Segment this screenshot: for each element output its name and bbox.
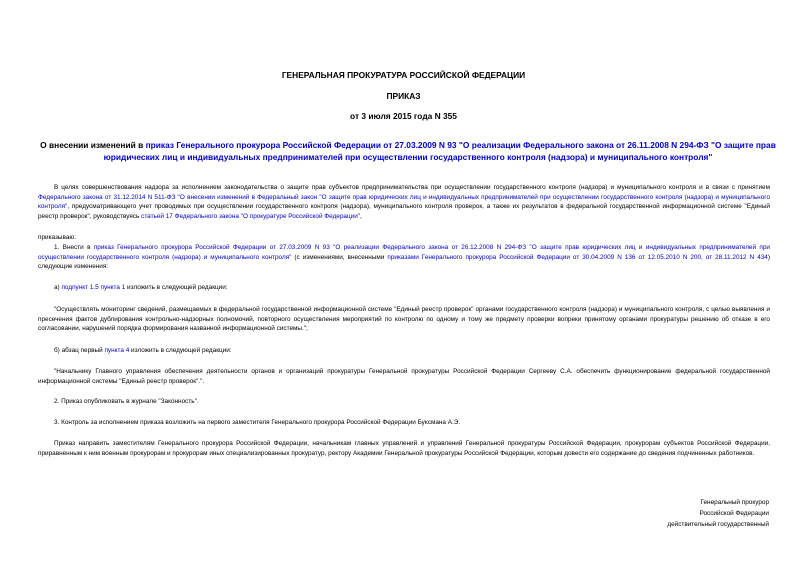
item-a-paragraph [38, 283, 770, 293]
item-a-text-1: а) [54, 284, 62, 291]
item-b-text-1: б) абзац первый [54, 347, 105, 354]
preamble-text-2: , предусматривающего учет проводимых при осуществлении государственного контроля (надзора), муниципального контроля проверок, а также их результатов в федеральной государственной информационной системе "Единый реестр проверок", руководствуясь [38, 203, 770, 220]
document-date-number: от 3 июля 2015 года N 355 [350, 111, 457, 121]
item-a-text-2: изложить в следующей редакции: [125, 284, 228, 291]
item-1-paragraph [38, 243, 770, 272]
item-b-paragraph [38, 346, 770, 356]
title-prefix: О внесении изменений в [40, 140, 146, 150]
preamble-link-article-17[interactable]: статьей 17 Федерального закона "О прокуратуре Российской Федерации" [141, 212, 361, 220]
item-1-text-1: 1. Внести в [54, 244, 94, 251]
distribution-paragraph: Приказ направить заместителям Генерального прокурора Российской Федерации, начальникам главных управлений и управлений Генеральной прокуратуры Российской Федерации, прокурорам субъектов Российской Федерации, приравненным к ним военным прокурорам и прокурорам иных специализированных прокуратур, ректору Академии Генеральной прокуратуры Российской Федерации, которым довести его содержание до сведения подчиненных работников. [38, 440, 770, 457]
issuing-organization: ГЕНЕРАЛЬНАЯ ПРОКУРАТУРА РОССИЙСКОЙ ФЕДЕРАЦИИ [281, 70, 526, 80]
item-2-paragraph: 2. Приказ опубликовать в журнале "Законность". [54, 398, 199, 405]
preamble-text-1: В целях совершенствования надзора за исполнением законодательства о защите прав субъектов предпринимательства при осуществлении государственного контроля (надзора) и муниципального контроля и в связи с принятием [54, 184, 770, 191]
item-1-link-order-93[interactable]: приказ Генерального прокурора Российской Федерации от 27.03.2009 N 93 "О реализации Федерального закона от 26.12.2008 N 294-ФЗ "О защите прав юридических лиц и индивидуальных предпринимателей при осуществлении государственного контроля (надзора) и муниципального контроля" [38, 244, 770, 261]
signature-line-2: Российской Федерации [699, 510, 769, 517]
preamble-link-federal-law[interactable]: Федерального закона от 31.12.2014 N 511-ФЗ "О внесении изменений в Федеральный закон "О защите прав юридических лиц и индивидуальных предпринимателей при осуществлении государственного контроля (надзора) и муниципального контроля" [38, 193, 770, 211]
signature-block [569, 497, 769, 530]
preamble-paragraph [38, 183, 770, 221]
item-a-link-subparagraph[interactable]: подпункт 1.5 пункта 1 [61, 284, 126, 291]
order-word: приказываю: [38, 234, 76, 241]
preamble-text-3: , [360, 212, 362, 220]
quote-a-paragraph: "Осуществлять мониторинг сведений, размещаемых в федеральной государственной информационной системе "Единый реестр проверок" органами государственного контроля (надзора) и муниципального контроля, с целью выявления и пресечения фактов дублирования контрольно-надзорных полномочий, повторного осуществления мероприятий по контролю по одному и тому же предмету проверки вопреки принятому органами прокуратуры решению об отказе в его согласовании, нарушений порядка формирования названной информационной системы."; [38, 306, 770, 333]
quote-b-paragraph: "Начальнику Главного управления обеспечения деятельности органов и организаций прокуратуры Генеральной прокуратуры Российской Федерации Сергееву С.А. обеспечить функционирование федеральной государственной информационной системы "Единый реестр проверок".". [38, 368, 770, 385]
signature-line-1: Генеральный прокурор [700, 499, 769, 506]
document-title [38, 139, 778, 163]
item-3-paragraph: 3. Контроль за исполнением приказа возложить на первого заместителя Генерального прокурора Российской Федерации Буксмана А.Э. [54, 419, 461, 426]
item-1-text-2: (с изменениями, внесенными [291, 253, 388, 261]
signature-line-3: действительный государственный [667, 521, 769, 528]
item-1-link-amending-orders[interactable]: приказами Генерального прокурора Российской Федерации от 30.04.2009 N 136 от 12.05.2010 N 200, от 28.11.2012 N 434 [387, 253, 768, 261]
title-link[interactable]: приказ Генерального прокурора Российской Федерации от 27.03.2009 N 93 "О реализации Федерального закона от 26.11.2008 N 294-ФЗ "О защите прав юридических лиц и индивидуальных предпринимателей при осуществлении государственного контроля (надзора) и муниципального контроля" [103, 140, 776, 162]
item-b-link-point-4[interactable]: пункта 4 [104, 347, 130, 354]
document-type: ПРИКАЗ [386, 91, 421, 101]
item-1-text-3: ) следующие изменения: [38, 253, 770, 271]
item-b-text-2: изложить в следующей редакции: [129, 347, 232, 354]
